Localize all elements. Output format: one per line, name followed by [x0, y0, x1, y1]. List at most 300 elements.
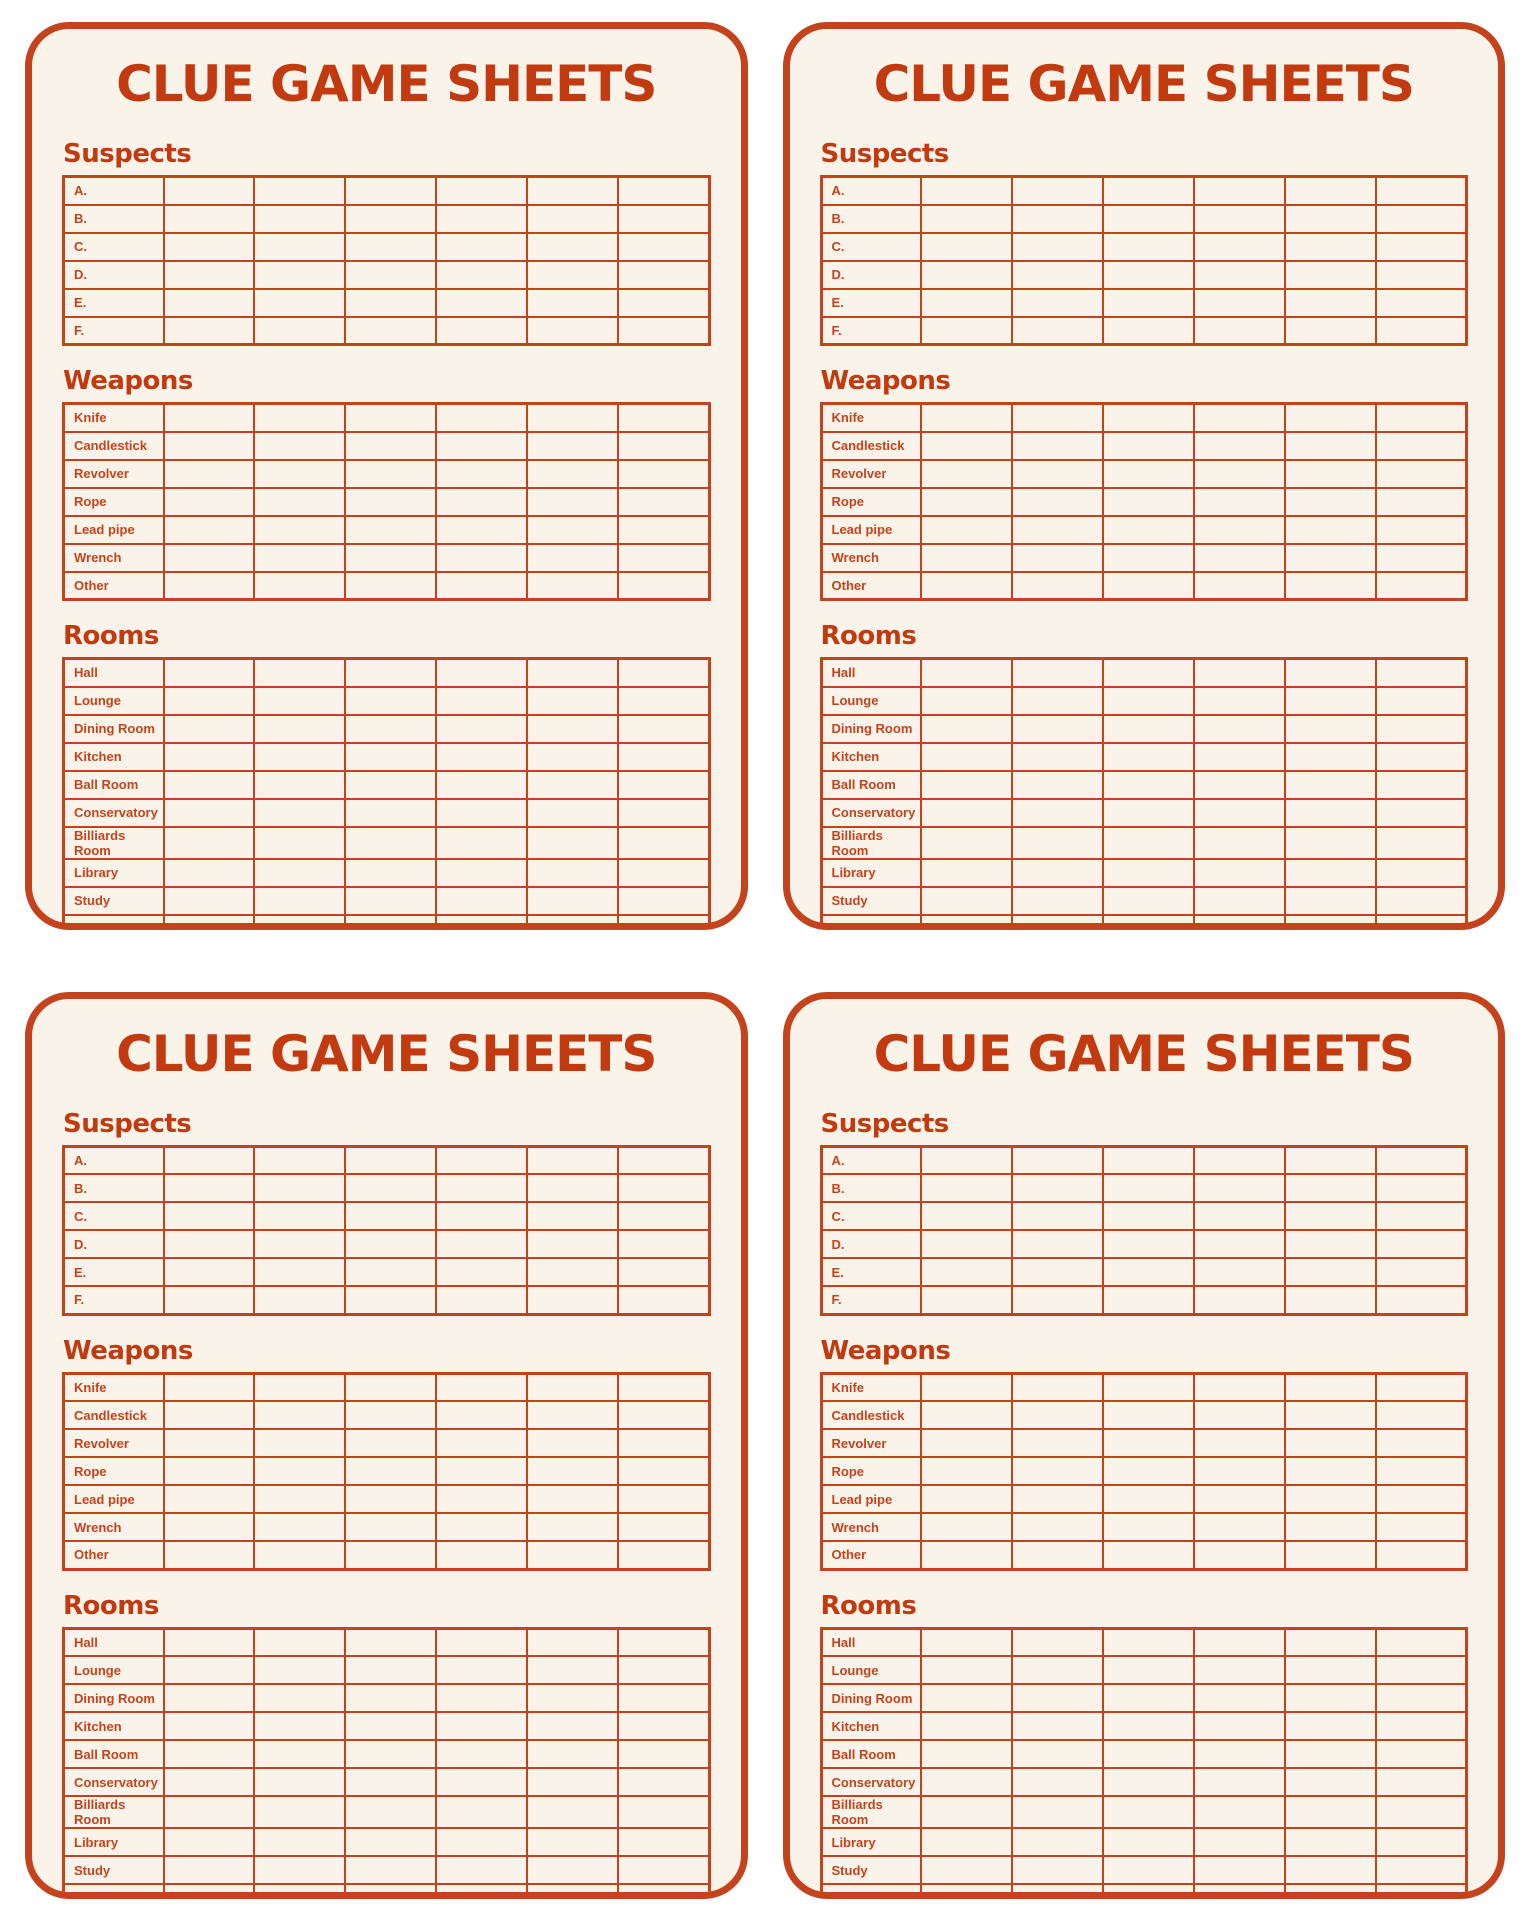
grid-cell[interactable]: [1285, 261, 1376, 289]
grid-cell[interactable]: [618, 1429, 709, 1457]
grid-cell[interactable]: [527, 432, 618, 460]
grid-cell[interactable]: [1012, 1884, 1103, 1899]
grid-cell[interactable]: [164, 1768, 255, 1796]
grid-cell[interactable]: [345, 544, 436, 572]
grid-cell[interactable]: [618, 859, 709, 887]
grid-cell[interactable]: [436, 1202, 527, 1230]
grid-cell[interactable]: [1103, 516, 1194, 544]
grid-cell[interactable]: [345, 1373, 436, 1401]
grid-cell[interactable]: [1103, 317, 1194, 345]
grid-cell[interactable]: [1103, 1258, 1194, 1286]
grid-cell[interactable]: [921, 687, 1012, 715]
grid-cell[interactable]: [1194, 432, 1285, 460]
grid-cell[interactable]: [921, 1457, 1012, 1485]
grid-cell[interactable]: [345, 289, 436, 317]
grid-cell[interactable]: [436, 1286, 527, 1314]
grid-cell[interactable]: [254, 1796, 345, 1828]
grid-cell[interactable]: [527, 488, 618, 516]
grid-cell[interactable]: [1194, 1684, 1285, 1712]
grid-cell[interactable]: [921, 915, 1012, 930]
grid-cell[interactable]: [254, 1174, 345, 1202]
grid-cell[interactable]: [1194, 1628, 1285, 1656]
grid-cell[interactable]: [345, 1485, 436, 1513]
grid-cell[interactable]: [254, 1286, 345, 1314]
grid-cell[interactable]: [1376, 404, 1467, 432]
grid-cell[interactable]: [1012, 1174, 1103, 1202]
grid-cell[interactable]: [921, 516, 1012, 544]
grid-cell[interactable]: [345, 1628, 436, 1656]
grid-cell[interactable]: [618, 177, 709, 205]
grid-cell[interactable]: [164, 1513, 255, 1541]
grid-cell[interactable]: [254, 233, 345, 261]
grid-cell[interactable]: [527, 1513, 618, 1541]
grid-cell[interactable]: [921, 1856, 1012, 1884]
grid-cell[interactable]: [164, 659, 255, 687]
grid-cell[interactable]: [921, 544, 1012, 572]
grid-cell[interactable]: [618, 317, 709, 345]
grid-cell[interactable]: [164, 1656, 255, 1684]
grid-cell[interactable]: [527, 1373, 618, 1401]
grid-cell[interactable]: [164, 915, 255, 930]
grid-cell[interactable]: [618, 743, 709, 771]
grid-cell[interactable]: [1012, 1768, 1103, 1796]
grid-cell[interactable]: [164, 1712, 255, 1740]
grid-cell[interactable]: [618, 1768, 709, 1796]
grid-cell[interactable]: [345, 771, 436, 799]
grid-cell[interactable]: [1012, 1541, 1103, 1569]
grid-cell[interactable]: [1194, 261, 1285, 289]
grid-cell[interactable]: [618, 404, 709, 432]
grid-cell[interactable]: [1285, 1286, 1376, 1314]
grid-cell[interactable]: [1194, 827, 1285, 859]
grid-cell[interactable]: [1103, 1541, 1194, 1569]
grid-cell[interactable]: [1194, 1541, 1285, 1569]
grid-cell[interactable]: [1103, 771, 1194, 799]
grid-cell[interactable]: [164, 1457, 255, 1485]
grid-cell[interactable]: [436, 488, 527, 516]
grid-cell[interactable]: [618, 1174, 709, 1202]
grid-cell[interactable]: [618, 1856, 709, 1884]
grid-cell[interactable]: [164, 516, 255, 544]
grid-cell[interactable]: [1012, 488, 1103, 516]
grid-cell[interactable]: [1103, 1202, 1194, 1230]
grid-cell[interactable]: [921, 1628, 1012, 1656]
grid-cell[interactable]: [921, 743, 1012, 771]
grid-cell[interactable]: [1103, 1373, 1194, 1401]
grid-cell[interactable]: [1012, 1373, 1103, 1401]
grid-cell[interactable]: [345, 1457, 436, 1485]
grid-cell[interactable]: [436, 1628, 527, 1656]
grid-cell[interactable]: [164, 859, 255, 887]
grid-cell[interactable]: [1285, 1884, 1376, 1899]
grid-cell[interactable]: [1103, 1485, 1194, 1513]
grid-cell[interactable]: [1376, 915, 1467, 930]
grid-cell[interactable]: [1103, 1230, 1194, 1258]
grid-cell[interactable]: [1103, 1828, 1194, 1856]
grid-cell[interactable]: [1285, 317, 1376, 345]
grid-cell[interactable]: [1194, 1828, 1285, 1856]
grid-cell[interactable]: [436, 317, 527, 345]
grid-cell[interactable]: [618, 1684, 709, 1712]
grid-cell[interactable]: [1285, 887, 1376, 915]
grid-cell[interactable]: [618, 572, 709, 600]
grid-cell[interactable]: [254, 1258, 345, 1286]
grid-cell[interactable]: [921, 1174, 1012, 1202]
grid-cell[interactable]: [527, 887, 618, 915]
grid-cell[interactable]: [254, 1740, 345, 1768]
grid-cell[interactable]: [527, 205, 618, 233]
grid-cell[interactable]: [1103, 859, 1194, 887]
grid-cell[interactable]: [1012, 289, 1103, 317]
grid-cell[interactable]: [921, 1656, 1012, 1684]
grid-cell[interactable]: [1012, 715, 1103, 743]
grid-cell[interactable]: [1012, 1485, 1103, 1513]
grid-cell[interactable]: [1194, 715, 1285, 743]
grid-cell[interactable]: [164, 715, 255, 743]
grid-cell[interactable]: [527, 1856, 618, 1884]
grid-cell[interactable]: [1012, 687, 1103, 715]
grid-cell[interactable]: [254, 1712, 345, 1740]
grid-cell[interactable]: [1285, 177, 1376, 205]
grid-cell[interactable]: [618, 1485, 709, 1513]
grid-cell[interactable]: [1285, 1146, 1376, 1174]
grid-cell[interactable]: [254, 289, 345, 317]
grid-cell[interactable]: [618, 1740, 709, 1768]
grid-cell[interactable]: [1194, 488, 1285, 516]
grid-cell[interactable]: [1376, 1202, 1467, 1230]
grid-cell[interactable]: [164, 544, 255, 572]
grid-cell[interactable]: [1194, 1429, 1285, 1457]
grid-cell[interactable]: [1376, 887, 1467, 915]
grid-cell[interactable]: [345, 799, 436, 827]
grid-cell[interactable]: [1194, 743, 1285, 771]
grid-cell[interactable]: [1285, 1712, 1376, 1740]
grid-cell[interactable]: [164, 488, 255, 516]
grid-cell[interactable]: [164, 1429, 255, 1457]
grid-cell[interactable]: [618, 771, 709, 799]
grid-cell[interactable]: [1012, 1230, 1103, 1258]
grid-cell[interactable]: [921, 1146, 1012, 1174]
grid-cell[interactable]: [1376, 1258, 1467, 1286]
grid-cell[interactable]: [254, 177, 345, 205]
grid-cell[interactable]: [1285, 1513, 1376, 1541]
grid-cell[interactable]: [254, 544, 345, 572]
grid-cell[interactable]: [618, 1373, 709, 1401]
grid-cell[interactable]: [1194, 1174, 1285, 1202]
grid-cell[interactable]: [1012, 205, 1103, 233]
grid-cell[interactable]: [1103, 715, 1194, 743]
grid-cell[interactable]: [1376, 432, 1467, 460]
grid-cell[interactable]: [1376, 1541, 1467, 1569]
grid-cell[interactable]: [1285, 1684, 1376, 1712]
grid-cell[interactable]: [618, 261, 709, 289]
grid-cell[interactable]: [164, 205, 255, 233]
grid-cell[interactable]: [527, 572, 618, 600]
grid-cell[interactable]: [1103, 488, 1194, 516]
grid-cell[interactable]: [921, 771, 1012, 799]
grid-cell[interactable]: [1376, 1712, 1467, 1740]
grid-cell[interactable]: [1194, 1485, 1285, 1513]
grid-cell[interactable]: [436, 887, 527, 915]
grid-cell[interactable]: [345, 1230, 436, 1258]
grid-cell[interactable]: [527, 1429, 618, 1457]
grid-cell[interactable]: [254, 432, 345, 460]
grid-cell[interactable]: [164, 460, 255, 488]
grid-cell[interactable]: [345, 1258, 436, 1286]
grid-cell[interactable]: [1012, 915, 1103, 930]
grid-cell[interactable]: [921, 432, 1012, 460]
grid-cell[interactable]: [1376, 1286, 1467, 1314]
grid-cell[interactable]: [1376, 317, 1467, 345]
grid-cell[interactable]: [436, 1796, 527, 1828]
grid-cell[interactable]: [1012, 432, 1103, 460]
grid-cell[interactable]: [527, 1146, 618, 1174]
grid-cell[interactable]: [1285, 488, 1376, 516]
grid-cell[interactable]: [436, 1146, 527, 1174]
grid-cell[interactable]: [921, 460, 1012, 488]
grid-cell[interactable]: [1103, 1146, 1194, 1174]
grid-cell[interactable]: [1194, 1768, 1285, 1796]
grid-cell[interactable]: [1012, 317, 1103, 345]
grid-cell[interactable]: [254, 1146, 345, 1174]
grid-cell[interactable]: [436, 1768, 527, 1796]
grid-cell[interactable]: [164, 799, 255, 827]
grid-cell[interactable]: [1285, 572, 1376, 600]
grid-cell[interactable]: [1103, 1656, 1194, 1684]
grid-cell[interactable]: [1194, 544, 1285, 572]
grid-cell[interactable]: [1285, 659, 1376, 687]
grid-cell[interactable]: [527, 1628, 618, 1656]
grid-cell[interactable]: [436, 1712, 527, 1740]
grid-cell[interactable]: [921, 1884, 1012, 1899]
grid-cell[interactable]: [921, 1286, 1012, 1314]
grid-cell[interactable]: [1376, 1884, 1467, 1899]
grid-cell[interactable]: [345, 1146, 436, 1174]
grid-cell[interactable]: [1194, 317, 1285, 345]
grid-cell[interactable]: [1103, 544, 1194, 572]
grid-cell[interactable]: [921, 1740, 1012, 1768]
grid-cell[interactable]: [1194, 233, 1285, 261]
grid-cell[interactable]: [1376, 1485, 1467, 1513]
grid-cell[interactable]: [1376, 572, 1467, 600]
grid-cell[interactable]: [345, 233, 436, 261]
grid-cell[interactable]: [1194, 460, 1285, 488]
grid-cell[interactable]: [1194, 1856, 1285, 1884]
grid-cell[interactable]: [1376, 1513, 1467, 1541]
grid-cell[interactable]: [618, 289, 709, 317]
grid-cell[interactable]: [618, 827, 709, 859]
grid-cell[interactable]: [436, 1856, 527, 1884]
grid-cell[interactable]: [618, 659, 709, 687]
grid-cell[interactable]: [527, 233, 618, 261]
grid-cell[interactable]: [164, 1485, 255, 1513]
grid-cell[interactable]: [436, 1541, 527, 1569]
grid-cell[interactable]: [921, 1429, 1012, 1457]
grid-cell[interactable]: [254, 1401, 345, 1429]
grid-cell[interactable]: [1103, 1401, 1194, 1429]
grid-cell[interactable]: [1103, 432, 1194, 460]
grid-cell[interactable]: [345, 572, 436, 600]
grid-cell[interactable]: [921, 1541, 1012, 1569]
grid-cell[interactable]: [164, 1884, 255, 1899]
grid-cell[interactable]: [1194, 1712, 1285, 1740]
grid-cell[interactable]: [921, 1712, 1012, 1740]
grid-cell[interactable]: [164, 572, 255, 600]
grid-cell[interactable]: [436, 460, 527, 488]
grid-cell[interactable]: [436, 915, 527, 930]
grid-cell[interactable]: [436, 516, 527, 544]
grid-cell[interactable]: [436, 1258, 527, 1286]
grid-cell[interactable]: [436, 261, 527, 289]
grid-cell[interactable]: [1194, 1796, 1285, 1828]
grid-cell[interactable]: [345, 1401, 436, 1429]
grid-cell[interactable]: [1194, 1202, 1285, 1230]
grid-cell[interactable]: [618, 1230, 709, 1258]
grid-cell[interactable]: [345, 1656, 436, 1684]
grid-cell[interactable]: [921, 1485, 1012, 1513]
grid-cell[interactable]: [527, 1828, 618, 1856]
grid-cell[interactable]: [1285, 743, 1376, 771]
grid-cell[interactable]: [436, 1230, 527, 1258]
grid-cell[interactable]: [436, 1373, 527, 1401]
grid-cell[interactable]: [1376, 659, 1467, 687]
grid-cell[interactable]: [1012, 827, 1103, 859]
grid-cell[interactable]: [1285, 915, 1376, 930]
grid-cell[interactable]: [1376, 1828, 1467, 1856]
grid-cell[interactable]: [1103, 1457, 1194, 1485]
grid-cell[interactable]: [254, 1230, 345, 1258]
grid-cell[interactable]: [1103, 572, 1194, 600]
grid-cell[interactable]: [345, 1429, 436, 1457]
grid-cell[interactable]: [254, 404, 345, 432]
grid-cell[interactable]: [1285, 1230, 1376, 1258]
grid-cell[interactable]: [436, 1174, 527, 1202]
grid-cell[interactable]: [254, 1768, 345, 1796]
grid-cell[interactable]: [345, 488, 436, 516]
grid-cell[interactable]: [254, 1457, 345, 1485]
grid-cell[interactable]: [1194, 859, 1285, 887]
grid-cell[interactable]: [1103, 261, 1194, 289]
grid-cell[interactable]: [1376, 1796, 1467, 1828]
grid-cell[interactable]: [527, 799, 618, 827]
grid-cell[interactable]: [345, 205, 436, 233]
grid-cell[interactable]: [254, 887, 345, 915]
grid-cell[interactable]: [164, 1373, 255, 1401]
grid-cell[interactable]: [1103, 915, 1194, 930]
grid-cell[interactable]: [1285, 1373, 1376, 1401]
grid-cell[interactable]: [921, 177, 1012, 205]
grid-cell[interactable]: [345, 743, 436, 771]
grid-cell[interactable]: [527, 404, 618, 432]
grid-cell[interactable]: [1012, 743, 1103, 771]
grid-cell[interactable]: [527, 1230, 618, 1258]
grid-cell[interactable]: [254, 1656, 345, 1684]
grid-cell[interactable]: [618, 432, 709, 460]
grid-cell[interactable]: [1194, 404, 1285, 432]
grid-cell[interactable]: [618, 1796, 709, 1828]
grid-cell[interactable]: [618, 460, 709, 488]
grid-cell[interactable]: [921, 233, 1012, 261]
grid-cell[interactable]: [921, 1796, 1012, 1828]
grid-cell[interactable]: [1376, 1373, 1467, 1401]
grid-cell[interactable]: [1376, 488, 1467, 516]
grid-cell[interactable]: [1194, 1656, 1285, 1684]
grid-cell[interactable]: [345, 887, 436, 915]
grid-cell[interactable]: [1194, 1513, 1285, 1541]
grid-cell[interactable]: [345, 177, 436, 205]
grid-cell[interactable]: [921, 1230, 1012, 1258]
grid-cell[interactable]: [1285, 1740, 1376, 1768]
grid-cell[interactable]: [618, 1628, 709, 1656]
grid-cell[interactable]: [164, 289, 255, 317]
grid-cell[interactable]: [527, 743, 618, 771]
grid-cell[interactable]: [1285, 771, 1376, 799]
grid-cell[interactable]: [1012, 1146, 1103, 1174]
grid-cell[interactable]: [618, 1884, 709, 1899]
grid-cell[interactable]: [254, 659, 345, 687]
grid-cell[interactable]: [1285, 1174, 1376, 1202]
grid-cell[interactable]: [1376, 1457, 1467, 1485]
grid-cell[interactable]: [254, 460, 345, 488]
grid-cell[interactable]: [527, 544, 618, 572]
grid-cell[interactable]: [1285, 1856, 1376, 1884]
grid-cell[interactable]: [1285, 516, 1376, 544]
grid-cell[interactable]: [254, 827, 345, 859]
grid-cell[interactable]: [1285, 799, 1376, 827]
grid-cell[interactable]: [527, 827, 618, 859]
grid-cell[interactable]: [1285, 404, 1376, 432]
grid-cell[interactable]: [1376, 1656, 1467, 1684]
grid-cell[interactable]: [1194, 1884, 1285, 1899]
grid-cell[interactable]: [1103, 1628, 1194, 1656]
grid-cell[interactable]: [1376, 233, 1467, 261]
grid-cell[interactable]: [1012, 799, 1103, 827]
grid-cell[interactable]: [1103, 205, 1194, 233]
grid-cell[interactable]: [1012, 516, 1103, 544]
grid-cell[interactable]: [527, 317, 618, 345]
grid-cell[interactable]: [1012, 1712, 1103, 1740]
grid-cell[interactable]: [1012, 1856, 1103, 1884]
grid-cell[interactable]: [1103, 1286, 1194, 1314]
grid-cell[interactable]: [527, 859, 618, 887]
grid-cell[interactable]: [436, 1513, 527, 1541]
grid-cell[interactable]: [254, 317, 345, 345]
grid-cell[interactable]: [1285, 460, 1376, 488]
grid-cell[interactable]: [527, 1286, 618, 1314]
grid-cell[interactable]: [1194, 887, 1285, 915]
grid-cell[interactable]: [164, 1740, 255, 1768]
grid-cell[interactable]: [1376, 1768, 1467, 1796]
grid-cell[interactable]: [345, 1856, 436, 1884]
grid-cell[interactable]: [254, 687, 345, 715]
grid-cell[interactable]: [164, 887, 255, 915]
grid-cell[interactable]: [1194, 1286, 1285, 1314]
grid-cell[interactable]: [436, 1740, 527, 1768]
grid-cell[interactable]: [1285, 827, 1376, 859]
grid-cell[interactable]: [527, 1740, 618, 1768]
grid-cell[interactable]: [345, 1884, 436, 1899]
grid-cell[interactable]: [1376, 1684, 1467, 1712]
grid-cell[interactable]: [1012, 544, 1103, 572]
grid-cell[interactable]: [1285, 715, 1376, 743]
grid-cell[interactable]: [1285, 859, 1376, 887]
grid-cell[interactable]: [1194, 659, 1285, 687]
grid-cell[interactable]: [164, 1828, 255, 1856]
grid-cell[interactable]: [436, 659, 527, 687]
grid-cell[interactable]: [1012, 1796, 1103, 1828]
grid-cell[interactable]: [921, 1258, 1012, 1286]
grid-cell[interactable]: [1194, 799, 1285, 827]
